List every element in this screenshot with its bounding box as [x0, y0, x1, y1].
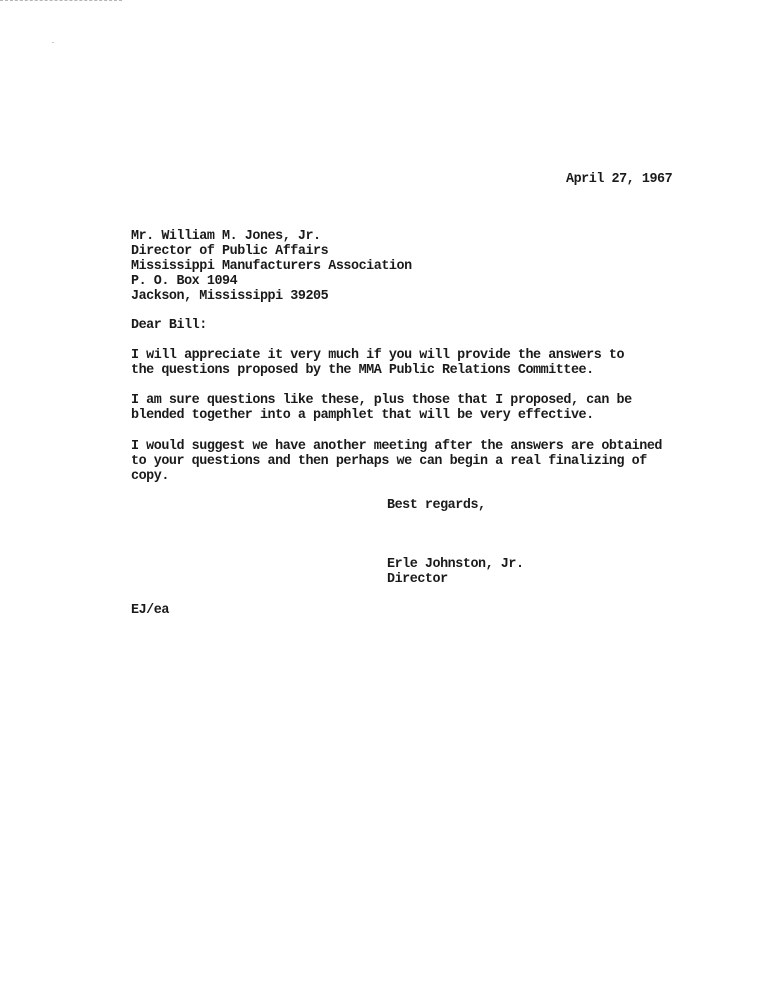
reference-initials: EJ/ea — [131, 603, 169, 618]
paragraph-3-line-2: to your questions and then perhaps we can begin a real finalizing of — [131, 454, 647, 469]
recipient-city-state-zip: Jackson, Mississippi 39205 — [131, 289, 329, 304]
complimentary-closing: Best regards, — [387, 498, 486, 513]
paragraph-2-line-1: I am sure questions like these, plus those that I proposed, can be — [131, 393, 632, 408]
paragraph-3-line-3: copy. — [131, 469, 169, 484]
paragraph-1-line-2: the questions proposed by the MMA Public Relations Committee. — [131, 363, 594, 378]
signer-title: Director — [387, 572, 448, 587]
letter-date: April 27, 1967 — [566, 172, 673, 187]
recipient-po-box: P. O. Box 1094 — [131, 274, 238, 289]
signer-name: Erle Johnston, Jr. — [387, 557, 524, 572]
salutation: Dear Bill: — [131, 318, 207, 333]
recipient-organization: Mississippi Manufacturers Association — [131, 259, 412, 274]
scan-speck — [52, 42, 54, 43]
scan-edge-mark — [0, 0, 122, 2]
paragraph-2-line-2: blended together into a pamphlet that will be very effective. — [131, 408, 594, 423]
paragraph-1-line-1: I will appreciate it very much if you will provide the answers to — [131, 348, 625, 363]
recipient-title: Director of Public Affairs — [131, 244, 329, 259]
paragraph-3-line-1: I would suggest we have another meeting after the answers are obtained — [131, 439, 662, 454]
recipient-name: Mr. William M. Jones, Jr. — [131, 229, 321, 244]
